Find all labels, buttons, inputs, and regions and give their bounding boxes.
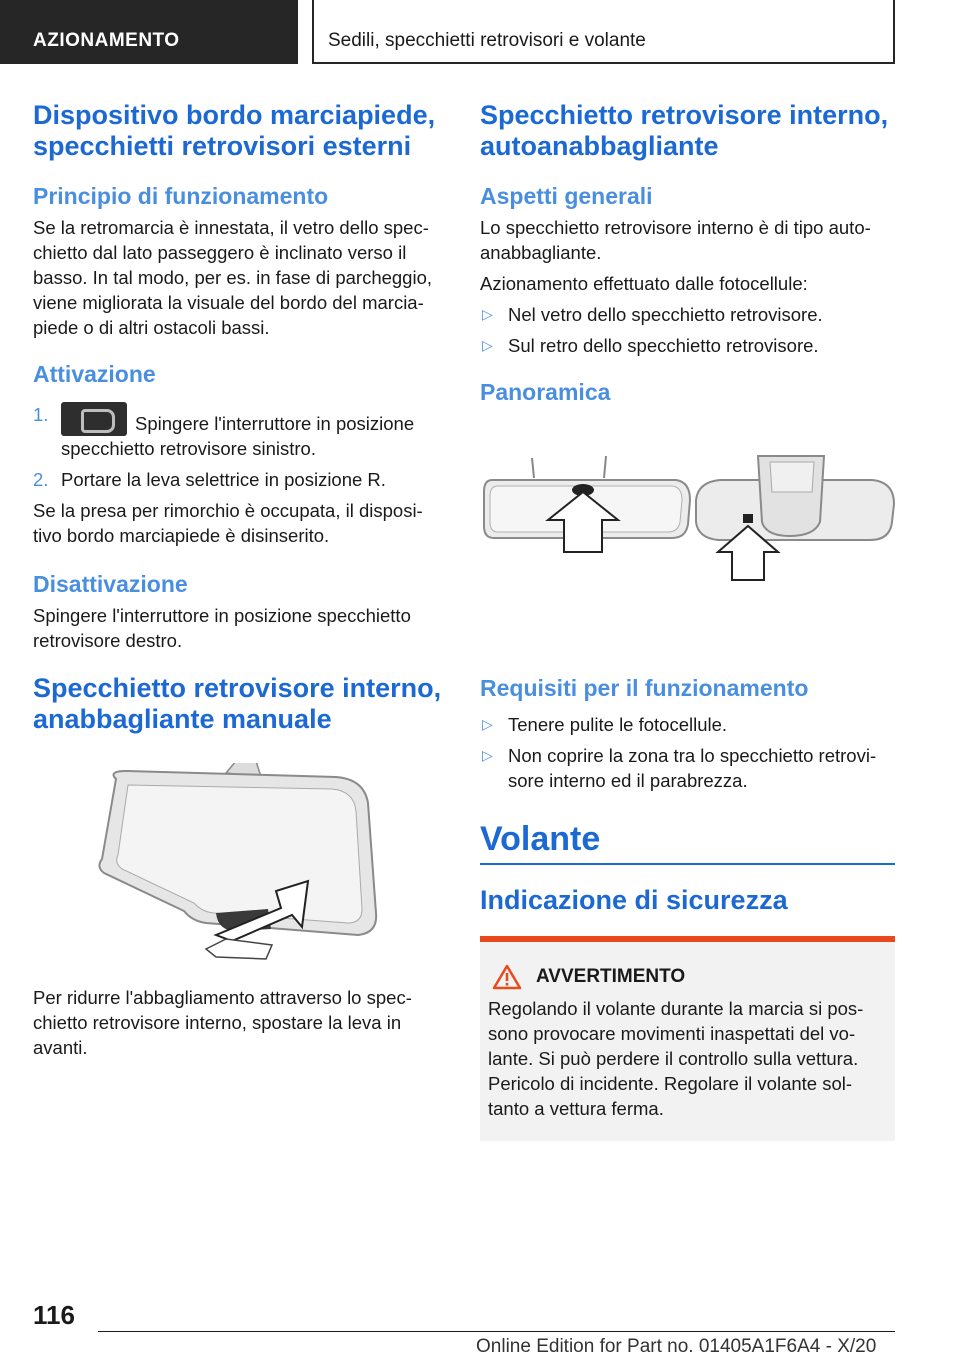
text-deactivation: Spingere l'interruttore in posizione specchietto retrovisore destro.	[33, 605, 411, 651]
warning-box	[480, 936, 895, 1141]
triangle-bullet-icon: ▷	[482, 716, 493, 732]
triangle-bullet-icon: ▷	[482, 337, 493, 353]
heading-safety: Indicazione di sicurezza	[480, 885, 788, 915]
text-trailer: Se la presa per rimorchio è occupata, il disposi-tivo bordo marciapiede è disinserito.	[33, 500, 423, 546]
edition-text: Online Edition for Part no. 01405A1F6A4 - X/20	[476, 1336, 877, 1357]
heading-curb-function: Dispositivo bordo marciapiede, specchietti retrovisori esterni	[33, 100, 436, 161]
page-number: 116	[33, 1300, 75, 1330]
step-1	[33, 402, 448, 461]
right-column	[480, 100, 895, 1141]
text-sensors: Azionamento effettuato dalle fotocellule:	[480, 273, 808, 294]
warning-title: AVVERTIMENTO	[536, 966, 686, 987]
heading-general: Aspetti generali	[480, 183, 653, 209]
heading-requirements: Requisiti per il funzionamento	[480, 675, 809, 701]
heading-activation: Attivazione	[33, 361, 156, 387]
heading-steering-wheel: Volante	[480, 820, 601, 858]
chapter-title: Sedili, specchietti retrovisori e volante	[312, 0, 895, 64]
footer-rule	[98, 1331, 895, 1332]
list-item-text: Nel vetro dello specchietto retrovisore.	[508, 304, 823, 325]
step-text: Spingere l'interruttore in posizione specchietto retrovisore sinistro.	[61, 413, 415, 459]
mirror-switch-icon	[61, 402, 127, 436]
list-item	[480, 743, 895, 793]
section-tab: AZIONAMENTO	[0, 0, 298, 64]
list-item	[480, 302, 895, 327]
step-text: Portare la leva selettrice in posizione R.	[61, 469, 386, 490]
manual-mirror-illustration	[96, 763, 396, 963]
text-general: Lo specchietto retrovisore interno è di tipo auto-anabbagliante.	[480, 217, 871, 263]
heading-deactivation: Disattivazione	[33, 571, 188, 597]
left-column	[33, 100, 448, 1060]
list-item-text: Tenere pulite le fotocellule.	[508, 714, 728, 735]
warning-text: Regolando il volante durante la marcia si pos-sono provocare movimenti inaspettati del vo-lante. Si può perdere il controllo sulla vettura. Pericolo di incidente. Regolare il volante sol-tanto a vettura ferma.	[488, 998, 864, 1119]
warning-header	[488, 964, 887, 990]
triangle-bullet-icon: ▷	[482, 306, 493, 322]
list-item	[480, 712, 895, 737]
step-2	[33, 467, 448, 492]
text-principle: Se la retromarcia è innestata, il vetro dello spec-chietto dal lato passeggero è inclinato verso il basso. In tal modo, per es. in fase di parcheggio, viene migliorata la visuale del bordo del marcia-piede o di altri ostacoli bassi.	[33, 217, 433, 338]
list-item	[480, 333, 895, 358]
heading-rule	[480, 863, 895, 865]
sensor-overview-illustration	[480, 452, 895, 602]
list-item-text: Non coprire la zona tra lo specchietto retrovi-sore interno ed il parabrezza.	[508, 745, 877, 791]
step-number: 1.	[33, 404, 49, 425]
text-manual: Per ridurre l'abbagliamento attraverso lo spec-chietto retrovisore interno, spostare la leva in avanti.	[33, 987, 412, 1058]
warning-triangle-icon	[492, 964, 522, 990]
heading-overview: Panoramica	[480, 379, 611, 405]
step-number: 2.	[33, 469, 49, 490]
heading-auto-mirror: Specchietto retrovisore interno, autoanabbagliante	[480, 100, 889, 161]
heading-principle: Principio di funzionamento	[33, 183, 329, 209]
triangle-bullet-icon: ▷	[482, 747, 493, 763]
list-item-text: Sul retro dello specchietto retrovisore.	[508, 335, 819, 356]
heading-manual-mirror: Specchietto retrovisore interno, anabbagliante manuale	[33, 673, 442, 734]
